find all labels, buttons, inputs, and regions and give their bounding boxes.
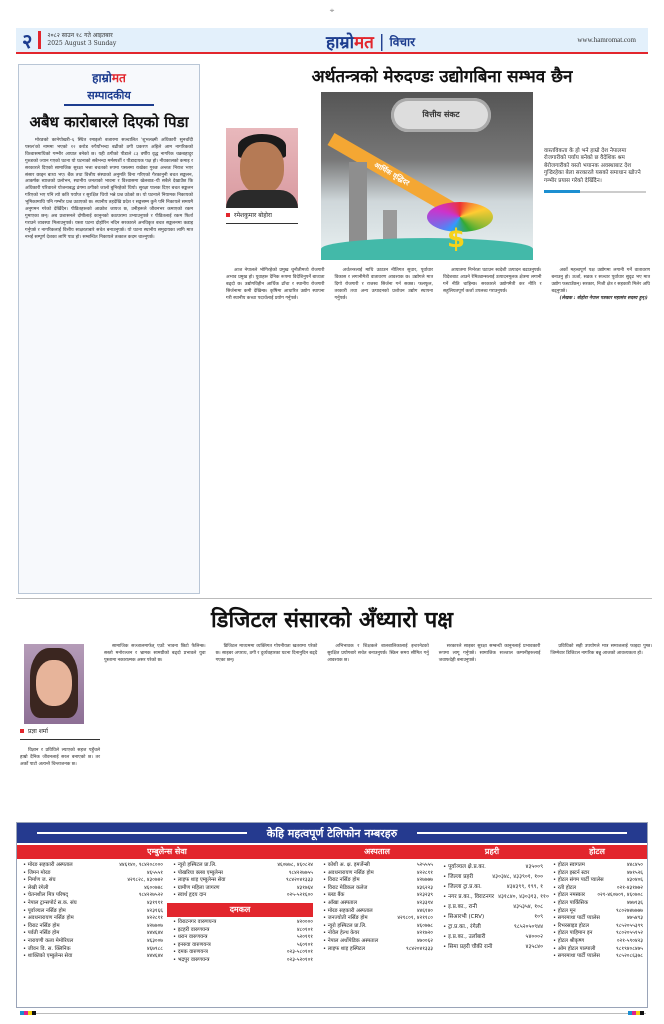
- article2-headline: डिजिटल संसारको अँध्यारो पक्ष: [210, 608, 453, 633]
- entry-name: • मोरङ सहकारी अस्पताल: [23, 862, 73, 870]
- entry-phone-number[interactable]: ०२३-५८०१०१: [286, 949, 313, 956]
- entry-name: • लाइफ शाइ एम्बुलेन्स सेवा: [173, 877, 225, 885]
- entry-name: • होटल संगम पार्टी प्यालेस: [553, 877, 604, 885]
- category-police: प्रहरी: [437, 845, 547, 859]
- entry-name: • होटल पाहिमान इन: [553, 930, 592, 938]
- directory-entry: [173, 927, 313, 935]
- entry-phone-number[interactable]: ४६०७७८: [416, 922, 433, 929]
- directory-header: [17, 823, 647, 843]
- directory-entry: [23, 930, 163, 938]
- category-hotel: होटल: [547, 845, 647, 859]
- entry-phone-number[interactable]: ४६३००७: [146, 937, 163, 944]
- brand-name-part2: मत: [354, 33, 374, 53]
- entry-phone-number[interactable]: ४३१७६४: [296, 884, 313, 891]
- article2-author: [20, 644, 100, 769]
- directory-entry: [23, 953, 163, 961]
- entry-name: • अवधनारायण नर्सिङ होम: [23, 915, 74, 923]
- entry-name: • होटल स्वागतम: [553, 862, 585, 870]
- masthead-divider: [38, 31, 41, 49]
- entry-phone-number[interactable]: ४२१८२८, ४३०७४२: [127, 877, 163, 884]
- entry-phone-number[interactable]: ९८४२२७७५५: [288, 869, 313, 876]
- editorial-logo-part2: मत: [111, 71, 126, 85]
- article2-lead: विज्ञान र प्रविधिले ल्याएको सहज पहुँचले हाम्रो दैनिक जीवनलाई सरल बनाएको छ। तर अर्को पाटो अत्यन्तै चिन्ताजनक छ।: [20, 748, 100, 767]
- author-note: (लेखक : बोहोरा नेपाल पत्रकार महासंघ सदस्य हुन्।): [559, 295, 648, 301]
- directory-entry: [323, 930, 433, 938]
- pull-quote: [544, 148, 646, 193]
- entry-name: • होटल पार्किसिक: [553, 900, 588, 908]
- article2-paragraph: सरकारले साइबर सुरक्षा सम्बन्धी कानुनलाई प्रभावकारी रूपमा लागू गर्नुपर्छ। सामाजिक सञ्जाल कम्पनीहरूलाई जवाफदेही बनाउनुपर्छ।: [438, 644, 541, 663]
- entry-phone-number[interactable]: ९८०२०५५१५२: [616, 930, 643, 937]
- entry-phone-number[interactable]: ५२०१११: [296, 934, 313, 941]
- editorial-cartoon: [321, 92, 533, 260]
- header-rule: [37, 832, 247, 834]
- entry-name: • इटहरी वारुणयन्त्र: [173, 927, 209, 935]
- directory-entry: [443, 872, 543, 882]
- entry-phone-number[interactable]: ४२१७२०: [416, 930, 433, 937]
- directory-entry: [323, 900, 433, 908]
- directory-entry: [443, 902, 543, 912]
- entry-phone-number[interactable]: ४३५३५४, १०८: [513, 904, 543, 910]
- pull-quote-rule: [544, 191, 646, 193]
- entry-name: • न्युरो हस्पिटल प्रा.लि.: [173, 862, 217, 870]
- entry-phone-number[interactable]: ४२३३१४: [416, 899, 433, 906]
- phone-directory: [16, 822, 648, 1008]
- entry-name: • विराट नर्सिङ होम: [23, 923, 60, 931]
- entry-phone-number[interactable]: ४४४६४४: [146, 930, 163, 937]
- article2-paragraph: प्रविधिको सही उपयोगले मात्र समाजलाई फाइदा पुग्छ। जिम्मेवार डिजिटल नागरिक बन्नु आजको आवश्यकता हो।: [550, 644, 652, 656]
- category-ambulance: एम्बुलेन्स सेवा: [17, 845, 317, 859]
- entry-phone-number[interactable]: ४७५४९३: [626, 915, 643, 922]
- entry-name: • जिमन मोरङ: [23, 870, 50, 878]
- directory-entry: [553, 946, 643, 954]
- entry-phone-number[interactable]: ४७१५२६: [626, 869, 643, 876]
- entry-name: • अवधनारायण नर्सिङ होम: [323, 870, 374, 878]
- entry-phone-number[interactable]: ४६५५५१: [146, 869, 163, 876]
- entry-phone-number[interactable]: ०२५-५२१६००: [286, 892, 313, 899]
- directory-entry: [173, 919, 313, 927]
- directory-entry: [323, 877, 433, 885]
- entry-phone-number[interactable]: ९८०२७४७७७७: [616, 907, 643, 914]
- color-calibration-bar: [20, 1011, 36, 1015]
- author-name: रमेशकुमार बोहोरा: [234, 212, 272, 219]
- entry-name: • न्युरो हस्पिटल प्रा.लि.: [323, 923, 367, 931]
- entry-name: • जनज्योती नर्सिङ होम: [323, 915, 368, 923]
- directory-entry: [23, 938, 163, 946]
- entry-name: • पर्वती नर्सिङ होम: [23, 930, 59, 938]
- directory-entry: [553, 877, 643, 885]
- bullet-square-icon: [226, 213, 230, 217]
- directory-entry: [443, 922, 543, 932]
- entry-phone-number[interactable]: ५४०००२: [525, 934, 543, 940]
- entry-phone-number[interactable]: ४६७९८८: [146, 945, 163, 952]
- entry-phone-number[interactable]: ४२१८०१, ४२११८०: [397, 915, 433, 922]
- entry-name: • इ.प्र.का., उर्लाबारी: [443, 932, 485, 942]
- registration-mark-icon: ⌖: [329, 6, 335, 15]
- entry-phone-number[interactable]: ९८४२०४१३३३: [286, 877, 313, 884]
- entry-phone-number[interactable]: ९८५२०५०९४४: [513, 924, 543, 930]
- brand-separator: |: [378, 31, 385, 52]
- author-photo: [226, 128, 298, 208]
- entry-name: • शाक्तिको एम्बुलेन्स सेवा: [23, 953, 72, 961]
- byline: [20, 727, 100, 740]
- date-english: 2025 August 3 Sunday: [47, 40, 117, 47]
- entry-phone-number[interactable]: ४२३२३९: [416, 892, 433, 899]
- cartoon-cloud-label: वित्तीय संकट: [391, 98, 491, 132]
- entry-phone-number[interactable]: ४३१८४०, ४३०३१३, ११०: [498, 894, 549, 900]
- entry-phone-number[interactable]: ४२००००: [296, 918, 313, 925]
- directory-entry: [173, 862, 313, 870]
- brand-name-part1: हाम्रो: [326, 33, 354, 53]
- directory-entry: [323, 915, 433, 923]
- directory-entry: [23, 877, 163, 885]
- entry-name: • होटल नमस्कार: [553, 892, 585, 900]
- article1-author: [226, 128, 298, 224]
- directory-entry: [23, 862, 163, 870]
- entry-name: • विराटनगर वारुणयन्त्र: [173, 919, 216, 927]
- entry-name: • निर्माण ज. संघ: [23, 877, 56, 885]
- entry-phone-number[interactable]: ९८१९४०८४७५: [616, 945, 643, 952]
- directory-entry: [173, 877, 313, 885]
- article1-body: [226, 268, 650, 538]
- masthead: [16, 28, 648, 54]
- entry-name: • होटल मून: [553, 908, 576, 916]
- entry-name: • मोरङ सहकारी अस्पताल: [323, 908, 373, 916]
- author-name: प्रज्ञा शर्मा: [28, 728, 48, 735]
- entry-name: • ओम होटल पाल्पाली: [553, 946, 595, 954]
- entry-phone-number[interactable]: १०९: [534, 914, 543, 920]
- directory-entry: [173, 949, 313, 957]
- directory-title: केहि महत्वपूर्ण टेलिफोन नम्बरहरु: [266, 826, 398, 840]
- entry-phone-number[interactable]: ४३०३४८, ४३३९०१, १००: [492, 874, 543, 880]
- section-name: विचार: [389, 35, 416, 49]
- directory-entry: [553, 915, 643, 923]
- entry-name: • पूर्वाञ्चल क्षे.प्र.का.: [443, 862, 486, 872]
- entry-name: • नेपाल अर्थोपेडिक अस्पताल: [323, 938, 378, 946]
- directory-entry: [553, 892, 643, 900]
- entry-name: • ग्रामीण महिला जागरण: [173, 885, 220, 893]
- entry-phone-number[interactable]: ९८५२०५५३९९: [616, 922, 643, 929]
- directory-entry: [23, 892, 163, 900]
- entry-phone-number[interactable]: ४८०१०१: [296, 926, 313, 933]
- entry-name: • सगरमाथा पार्टी प्यालेस: [553, 915, 600, 923]
- entry-phone-number[interactable]: ४२७७७७: [416, 877, 433, 884]
- entry-phone-number[interactable]: ४३६२२३: [416, 884, 433, 891]
- editorial-body: मोरङको कानेपोखरी–६ स्थित रमाइलो बजारमा सञ्चालित 'शुभलक्ष्मी अधिकारी सुनचाँदी पसल'को नाममा भएको १२ करोड रुपैयाँभन्दा बढीको ठगी प्रकरण अहिले आम नागरिकको विश्वासमाथिको गम्भीर आघात बनेको छ। यही ठगीको पीडाले ८३ वर्षीय वृद्ध नागरिक चक्रबहादुर गुरुङको ज्यान गएको घटना यो घटनाको सबैभन्दा मर्मस्पर्शी र पीडादायक पक्ष हो। नीवकालको कमाइ र सरकारले दिएको सामाजिक सुरक्षा भत्ता बचतको रुपमा पसलमा राखेका गुरुङ अन्ततः निराश भएर संसार छाड्न बाध्य भए। बैंक तथा वित्तीय संस्थाको अनुमति विना गरिएको गैरकानुनी बचत सङ्कलन, आकर्षक ब्याजको प्रलोभन, स्थानीय जनताको भावना र विश्वासमा खेलबाड–यी सबैले देखाउँछ कि अधिकारी परिवारले योजनाबद्ध ढंगमा ठगीको जालो बुनिरहेको थियो। सुरक्षा पालक दिएर बचत सङ्कलन गरिएको भए पनि त्यो कति पर्याप्त र सुरक्षित थियो भन्ने प्रश्न उठेको छ। यो घटनाले नियामक निकायको भूमिकामाथि पनि गम्भीर प्रश्न उठाएको छ। स्थानीय तहदेखि प्रदेश र सङ्घसम्म कुनै पनि निकायले समयमै अनुगमन गरेको देखिँदैन। पीडितहरूको आक्रोश जायज छ, उनीहरूले जीवनभर कमाएको रकम गुमाएका छन्। अब प्रशासनले दोषीलाई कानुनको कठघरामा उभ्याउनुपर्छ र पीडितलाई रकम फिर्ता गराउने व्यवस्था मिलाउनुपर्छ। यस्ता घटना दोहोरिन नदिन सरकारले अनधिकृत बचत सङ्कलनमा कडाइ गर्नुपर्छ र नागरिकलाई वित्तीय साक्षरताबारे सचेत बनाउनुपर्छ। यो घटना स्थानीय समुदायका लागि मात्र नभई सम्पूर्ण देशका लागि पाठ हो। सम्बन्धित निकायले तत्काल कदम चाल्नुपर्छ।: [25, 138, 193, 240]
- directory-entry: [443, 892, 549, 902]
- editorial-logo: [25, 69, 193, 86]
- entry-name: • भद्रपुर वारुणयन्त्र: [173, 957, 209, 965]
- directory-entry: [443, 862, 543, 872]
- bullet-square-icon: [20, 729, 24, 733]
- entry-name: • सिआरभी (CRV): [443, 912, 484, 922]
- entry-phone-number[interactable]: ४६००७४८: [144, 884, 163, 891]
- directory-entry: [553, 953, 643, 961]
- entry-name: • ब्लड बैंक: [323, 892, 344, 900]
- entry-phone-number[interactable]: ४३५००९: [525, 864, 543, 870]
- entry-name: • स्वार्थ हृदय दान: [173, 892, 206, 900]
- entry-phone-number[interactable]: ९८४२०४१३३३: [406, 945, 433, 952]
- hotel-list: [547, 859, 647, 965]
- article1-paragraph: आयातमा निर्भरता घटाउन स्वदेशी उत्पादन बढाउनुपर्छ। विदेशबाट आउने रेमिट्यान्सलाई उत्पादनमूलक क्षेत्रमा लगानी गर्ने नीति चाहिन्छ। सरकारले उद्योगमैत्री कर नीति र सहुलियतपूर्ण कर्जा उपलब्ध गराउनुपर्छ।: [443, 268, 542, 294]
- cartoon-arrow-label: आर्थिक वृद्धिदर: [328, 133, 456, 215]
- directory-entry: [553, 938, 643, 946]
- directory-entry: [23, 946, 163, 954]
- entry-name: • सगरमाथा पार्टी प्यालेस: [553, 953, 600, 961]
- entry-phone-number[interactable]: ४३०४०६: [626, 877, 643, 884]
- editorial-box: [18, 64, 200, 594]
- hospital-list: [317, 859, 437, 965]
- entry-name: • इ.प्र.का., रानी: [443, 902, 477, 912]
- entry-name: • पूर्वाञ्चल नर्सिङ होम: [23, 908, 66, 916]
- directory-entry: [443, 932, 543, 942]
- entry-phone-number[interactable]: ४३४३९९, १९९, १: [506, 884, 543, 890]
- entry-phone-number[interactable]: ४४६१४०, ९८४२०८०००: [119, 862, 163, 868]
- entry-phone-number[interactable]: ४७७१३६: [626, 899, 643, 906]
- dollar-sign-icon: $: [447, 224, 466, 254]
- directory-entry: [23, 915, 163, 923]
- byline: [226, 211, 298, 224]
- category-fire: दमकल: [167, 903, 313, 917]
- entry-phone-number[interactable]: ५२५५५५: [416, 862, 433, 868]
- directory-entry: [173, 892, 313, 900]
- author-photo: [24, 644, 84, 724]
- entry-name: • विराट मेडिकल कलेज: [323, 885, 367, 893]
- article1-headline: अर्थतन्त्रको मेरुदण्डः उद्योगबिना सम्भव छैन: [311, 67, 573, 87]
- directory-entry: [323, 862, 433, 870]
- entry-phone-number[interactable]: ४२२८११: [146, 915, 163, 922]
- directory-entry: [443, 942, 543, 952]
- entry-name: • लेखी रंगेली: [23, 885, 48, 893]
- entry-phone-number[interactable]: ५६०१०१: [296, 941, 313, 948]
- website-link[interactable]: www.hamromat.com: [577, 36, 636, 44]
- entry-phone-number[interactable]: ४४६१४०: [416, 907, 433, 914]
- entry-name: • नगर प्र.का., विराटनगर: [443, 892, 494, 902]
- police-list: [437, 859, 547, 965]
- entry-name: • आँखा अस्पताल: [323, 900, 357, 908]
- entry-name: • सिमा प्रहरी चौकी रानी: [443, 942, 492, 952]
- entry-phone-number[interactable]: ४२२८११: [416, 869, 433, 876]
- entry-name: • जिल्ला प्रहरी: [443, 872, 473, 882]
- directory-entry: [553, 900, 643, 908]
- cartoon-globe: [321, 238, 533, 260]
- pull-quote-text: वास्तविकता के हो भने हाम्रो देश नेपालमा रोजगारीको पर्याय बनेको छ वैदेशिक श्रम बेरोजगारीको यस्तो भयानक अवस्थाबाट देश गुज्रिरहेका बेला सरकारले यसको समाधान खोज्ने गम्भीर प्रयास गरेको देखिँदैन।: [544, 148, 641, 184]
- entry-name: • जिल्ला ट्रा.प्र.का.: [443, 882, 482, 892]
- entry-phone-number[interactable]: ४२३१६६: [146, 907, 163, 914]
- directory-entry: [323, 946, 433, 954]
- entry-phone-number[interactable]: ९८५२०८६३७८: [616, 953, 643, 960]
- entry-phone-number[interactable]: ०२१-४३१७७२: [616, 884, 643, 891]
- page-number: २: [22, 28, 33, 53]
- header-rule: [417, 832, 627, 834]
- entry-name: • होटल श्रीकृष्ण: [553, 938, 584, 946]
- article2-paragraph: अभिभावक र शिक्षकले बालबालिकालाई इन्टरनेटको सुरक्षित प्रयोगबारे सचेत बनाउनुपर्छ। स्क्रिन समय सीमित गर्नु आवश्यक छ।: [327, 644, 429, 663]
- directory-entry: [173, 957, 313, 965]
- editorial-label: सम्पादकीय: [64, 88, 154, 106]
- entry-name: • चेतनशील मित्र परिषद्: [23, 892, 68, 900]
- entry-name: • नारायणी कला मेमोरियल: [23, 938, 73, 946]
- entry-name: • इनरुवा वारुणयन्त्र: [173, 942, 211, 950]
- ambulance-extra-list: [167, 859, 317, 965]
- entry-name: • रती होटल: [553, 885, 576, 893]
- directory-entry: [443, 912, 543, 922]
- article2-paragraph: सामाजिक सञ्जालमार्फत् एउटै भावना छिटो फैलिन्छ। सस्तो मनोरञ्जन र भ्रामक सामग्रीको बढ्दो प्रभावले युवा पुस्तामा नकारात्मक असर परेको छ।: [104, 644, 206, 663]
- article1-paragraph: अर्थतन्त्रलाई माथि उठाउन नीतिगत सुधार, पूर्वाधार विकास र लगानीमैत्री वातावरण आवश्यक छ। उद्योगले मात्र दिगो रोजगारी र राजस्व सिर्जना गर्न सक्छ। फलफूल, तरकारी तथा अन्य उत्पादनको प्रशोधन उद्योग स्थापना गर्नुपर्छ।: [334, 268, 433, 301]
- entry-phone-number[interactable]: ०२३-५२०१०१: [286, 956, 313, 963]
- entry-phone-number[interactable]: ४४८४५०: [626, 862, 643, 868]
- entry-phone-number[interactable]: ४४४६४४: [146, 953, 163, 960]
- entry-name: • दमक वारुणयन्त्र: [173, 949, 208, 957]
- entry-name: • धरान वारुणयन्त्र: [173, 934, 208, 942]
- directory-entry: [553, 930, 643, 938]
- entry-phone-number[interactable]: ०२१-४६०७०९, ४६०७०८: [597, 892, 643, 899]
- directory-entry: [323, 938, 433, 946]
- entry-name: • नेपाल ट्रान्सपोर्ट स.क. संघ: [23, 900, 77, 908]
- directory-entry: [173, 942, 313, 950]
- directory-entry: [443, 882, 543, 892]
- entry-name: • जीवन वि. स. क्लिनिक: [23, 946, 71, 954]
- ambulance-list: [17, 859, 167, 965]
- entry-name: • विराट नर्सिङ होम: [323, 877, 360, 885]
- article1-paragraph: आज नेपालले भोगिरहेको प्रमुख चुनौतीमध्ये रोजगारी अभाव प्रमुख हो। युवाहरू दैनिक रूपमा विदेशिनुपर्ने बाध्यता बढ्दो छ। उद्योगविहीन आर्थिक ढाँचा र स्थानीय रोजगारी सिर्जनामा कमी देखिन्छ। कृषिमा आधारित उद्योग स्थापना गरी स्थानीय कच्चा पदार्थलाई प्रयोग गर्नुपर्छ।: [226, 268, 325, 301]
- editorial-logo-part1: हाम्रो: [92, 71, 112, 85]
- entry-phone-number[interactable]: ९८४२२७५२२: [138, 892, 163, 899]
- entry-name: • रिभरसाइड होटल: [553, 923, 589, 931]
- footer-rule: [20, 1013, 646, 1014]
- category-hospital: अस्पताल: [317, 845, 437, 859]
- entry-name: • लाइफ शाइ हस्पिटल: [323, 946, 365, 954]
- entry-name: • नोवेल हेल्थ केयर: [323, 930, 359, 938]
- article1-paragraph: अर्को महत्त्वपूर्ण पक्ष उद्योगमा लगानी गर्ने वातावरण बनाउनु हो। ऊर्जा, सडक र सञ्चार पूर्वाधार सुदृढ भए मात्र उद्योग फस्टाउँछन्। सरकार, निजी क्षेत्र र सहकारी मिलेर अघि बढ्नुपर्छ।: [551, 268, 650, 294]
- article2-body: [104, 644, 652, 810]
- entry-phone-number[interactable]: ०२१-५९०४२३: [616, 937, 643, 944]
- entry-phone-number[interactable]: ४२७७०७: [146, 922, 163, 929]
- entry-name: • कोशी अ. क्ष. इमर्जेन्सी: [323, 862, 370, 870]
- entry-name: • होटल इस्टर्न स्टार: [553, 870, 589, 878]
- editorial-title: अबैध कारोबारले दिएको पिडा: [29, 113, 189, 131]
- entry-phone-number[interactable]: ४३११११: [146, 899, 163, 906]
- article2-paragraph: डिजिटल माध्यममा व्यक्तिगत गोपनीयता खतरामा परेको छ। साइबर अपराध, ठगी र दुर्व्यवहारका घटना दिनानुदिन बढ्दै गएका छन्।: [215, 644, 318, 663]
- brand-logo: [326, 30, 415, 53]
- entry-phone-number[interactable]: ४७००६२: [416, 937, 433, 944]
- entry-name: • ट्रा.प्र.का., रंगेली: [443, 922, 481, 932]
- entry-phone-number[interactable]: ४३५८४०: [525, 944, 543, 950]
- issue-date: [47, 32, 116, 48]
- entry-name: • पोखरिया क्लब एम्बुलेन्स: [173, 870, 223, 878]
- directory-entry: [553, 862, 643, 870]
- entry-phone-number[interactable]: ४६०७७८, ४६०८२४: [277, 862, 313, 868]
- directory-entry: [323, 892, 433, 900]
- color-calibration-bar: [628, 1011, 644, 1015]
- date-nepali: २०८२ साउन १८ गते आइतबार: [47, 32, 113, 39]
- directory-entry: [173, 934, 313, 942]
- directory-entry: [23, 900, 163, 908]
- section-divider: [16, 598, 652, 599]
